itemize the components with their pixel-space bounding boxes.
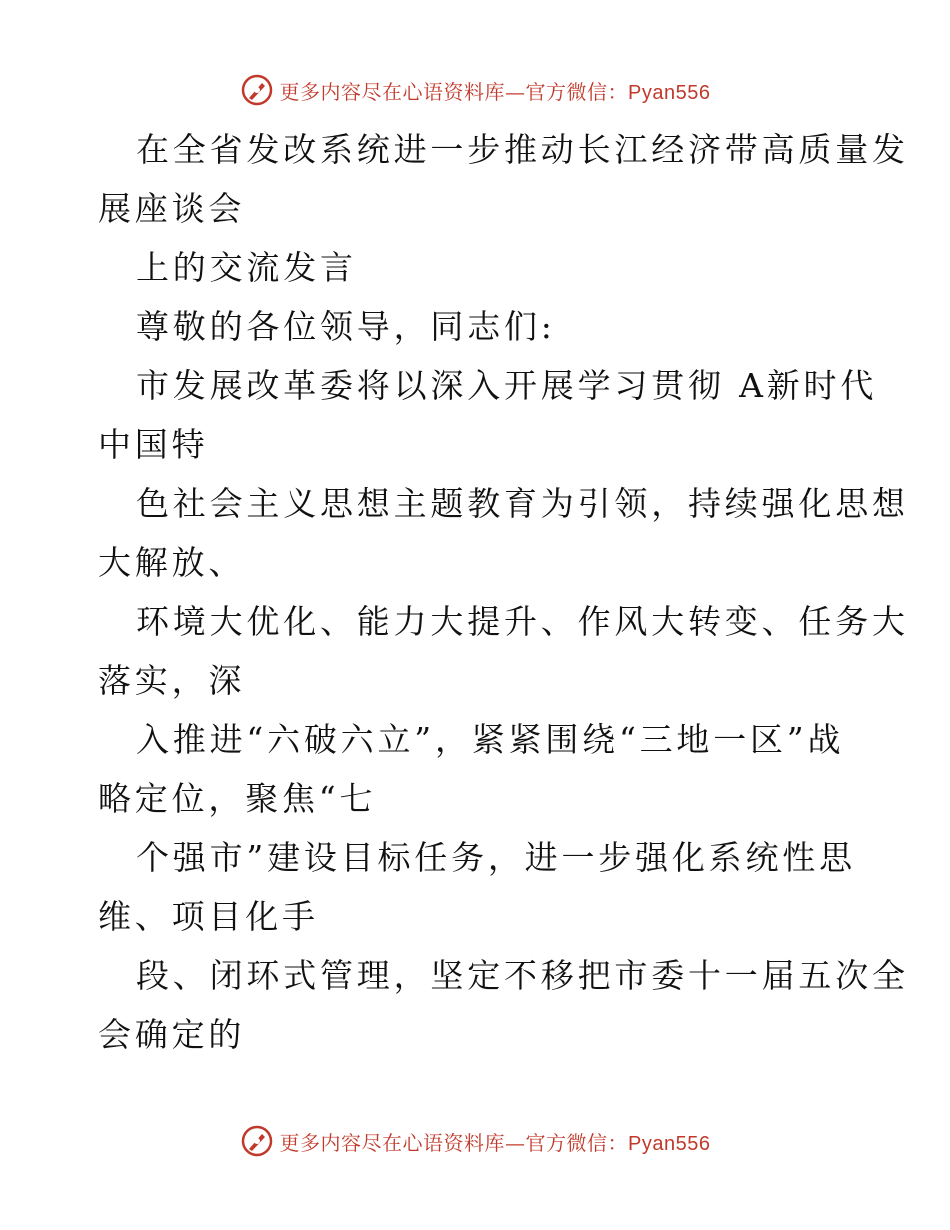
text-line: 色社会主义思想主题教育为引领，持续强化思想 <box>136 484 909 523</box>
text-line: 落实，深 <box>98 661 246 700</box>
watermark-header <box>0 70 950 110</box>
text-line: 个强市”建设目标任务，进一步强化系统性思 <box>136 838 856 877</box>
text-line: 市发展改革委将以深入开展学习贯彻 A新时代 <box>136 366 878 405</box>
text-line: 会确定的 <box>98 1015 246 1054</box>
text-line: 段、闭环式管理，坚定不移把市委十一届五次全 <box>136 956 909 995</box>
document-body <box>98 120 909 1064</box>
text-line: 入推进“六破六立”，紧紧围绕“三地一区”战 <box>136 720 845 759</box>
pen-circle-logo-icon <box>240 73 274 107</box>
text-line: 中国特 <box>98 425 209 464</box>
watermark-text: 更多内容尽在心语资料库—官方微信：Pyan556 <box>279 1130 711 1155</box>
text-line: 略定位，聚焦“七 <box>98 779 377 818</box>
pen-circle-logo-icon <box>240 1124 274 1158</box>
text-line: 在全省发改系统进一步推动长江经济带高质量发 <box>136 130 909 169</box>
text-line: 尊敬的各位领导，同志们: <box>136 307 556 346</box>
text-line: 展座谈会 <box>98 189 246 228</box>
text-line: 维、项目化手 <box>98 897 319 936</box>
text-line: 大解放、 <box>98 543 246 582</box>
watermark-footer <box>0 1121 950 1161</box>
watermark-text: 更多内容尽在心语资料库—官方微信：Pyan556 <box>279 79 711 104</box>
text-line: 环境大优化、能力大提升、作风大转变、任务大 <box>136 602 909 641</box>
text-line: 上的交流发言 <box>136 248 357 287</box>
